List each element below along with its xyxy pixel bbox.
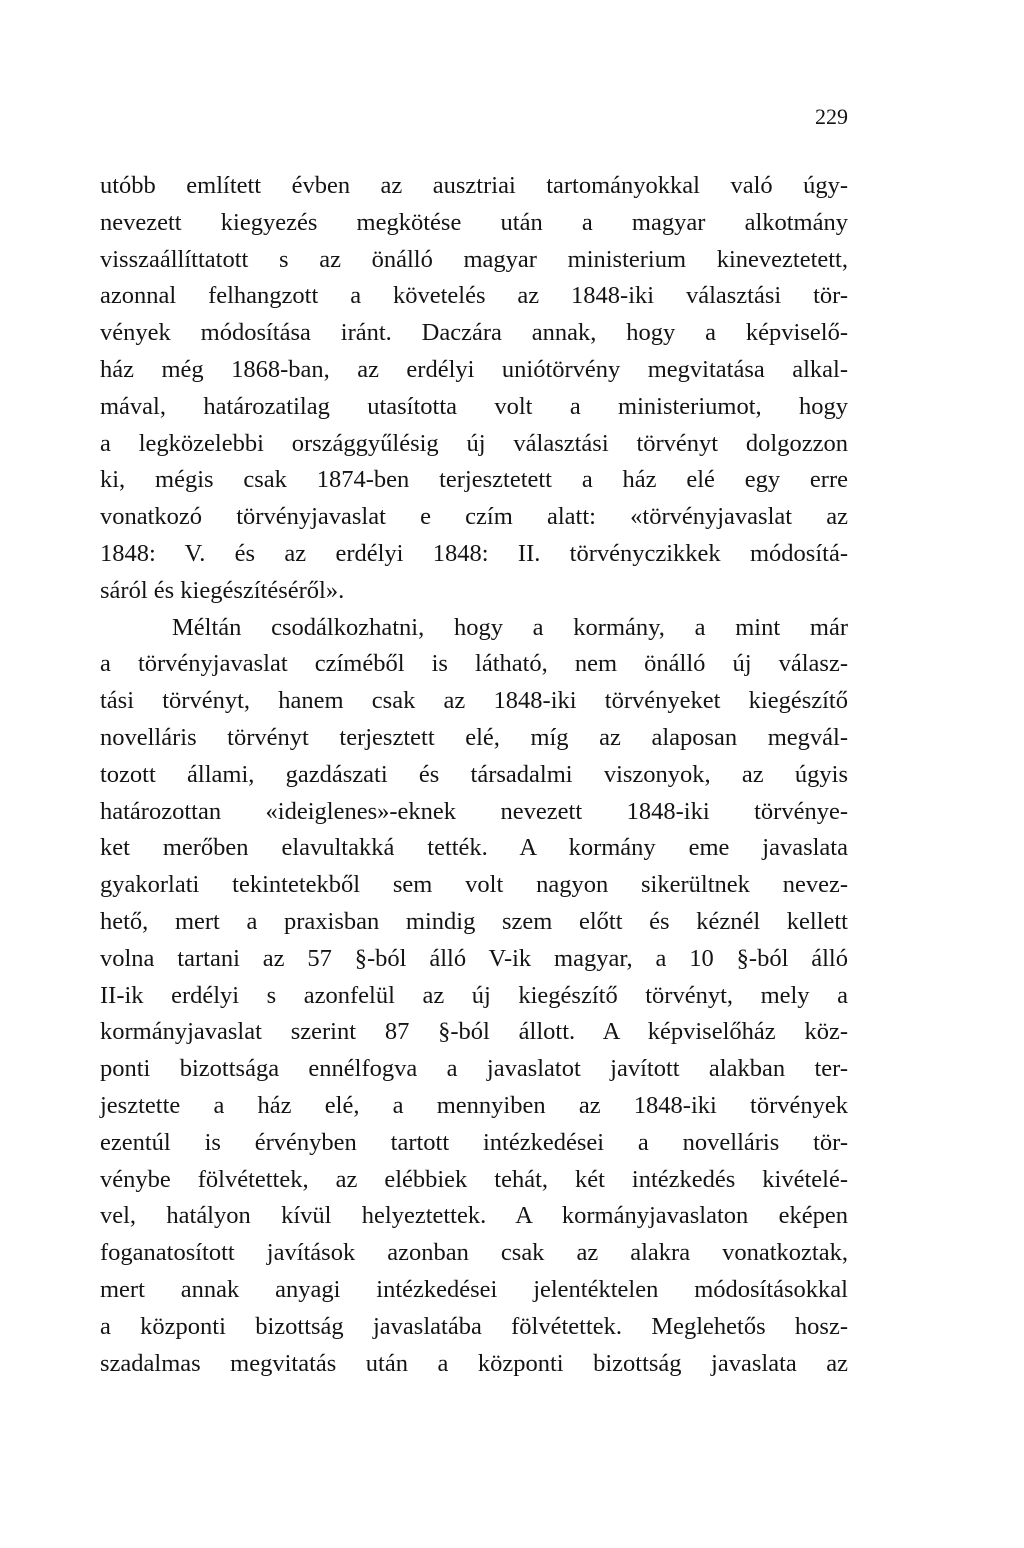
text-line: tási törvényt, hanem csak az 1848-iki törvényeket kiegészítő: [100, 687, 848, 715]
text-line: ezentúl is érvényben tartott intézkedései a novelláris tör-: [100, 1128, 848, 1156]
text-line: határozottan «ideiglenes»-eknek nevezett 1848-iki törvénye-: [100, 797, 848, 825]
text-line: jesztette a ház elé, a mennyiben az 1848-iki törvények: [100, 1091, 848, 1119]
text-line: tozott állami, gazdászati és társadalmi viszonyok, az úgyis: [100, 760, 848, 788]
text-line: vonatkozó törvényjavaslat e czím alatt: «törvényjavaslat az: [100, 503, 848, 531]
text-line: mával, határozatilag utasította volt a ministeriumot, hogy: [100, 392, 848, 420]
text-line: nevezett kiegyezés megkötése után a magyar alkotmány: [100, 208, 848, 236]
text-line: II-ik erdélyi s azonfelül az új kiegészítő törvényt, mely a: [100, 981, 848, 1009]
text-line: a központi bizottság javaslatába fölvétettek. Meglehetős hosz-: [100, 1312, 848, 1340]
text-line: hető, mert a praxisban mindig szem előtt és kéznél kellett: [100, 907, 848, 935]
text-line: azonnal felhangzott a követelés az 1848-iki választási tör-: [100, 282, 848, 310]
text-line: 1848: V. és az erdélyi 1848: II. törvényczikkek módosítá-: [100, 539, 848, 567]
text-line: ponti bizottsága ennélfogva a javaslatot javított alakban ter-: [100, 1055, 848, 1083]
text-line: vénybe fölvétettek, az elébbiek tehát, két intézkedés kivételé-: [100, 1165, 848, 1193]
text-line: ket merőben elavultakká tették. A kormány eme javaslata: [100, 834, 848, 862]
text-line: Méltán csodálkozhatni, hogy a kormány, a mint már: [172, 613, 848, 641]
text-line: a legközelebbi országgyűlésig új választási törvényt dolgozzon: [100, 429, 848, 457]
text-line: sáról és kiegészítéséről».: [100, 576, 345, 604]
text-line: ki, mégis csak 1874-ben terjesztetett a ház elé egy erre: [100, 466, 848, 494]
text-line: utóbb említett évben az ausztriai tartományokkal való úgy-: [100, 172, 848, 199]
text-line: kormányjavaslat szerint 87 §-ból állott. A képviselőház köz-: [100, 1018, 848, 1046]
text-line: vel, hatályon kívül helyeztettek. A kormányjavaslaton eképen: [100, 1202, 848, 1230]
text-line: volna tartani az 57 §-ból álló V-ik magyar, a 10 §-ból álló: [100, 944, 848, 972]
text-line: a törvényjavaslat czíméből is látható, nem önálló új válasz-: [100, 650, 848, 678]
text-line: vények módosítása iránt. Daczára annak, hogy a képviselő-: [100, 319, 848, 347]
text-line: gyakorlati tekintetekből sem volt nagyon sikerültnek nevez-: [100, 871, 848, 899]
text-line: ház még 1868-ban, az erdélyi uniótörvény megvitatása alkal-: [100, 355, 848, 383]
body-text: [100, 168, 848, 1382]
paragraph-2: [100, 610, 848, 1383]
text-line: szadalmas megvitatás után a központi bizottság javaslata az: [100, 1349, 848, 1377]
text-line: visszaállíttatott s az önálló magyar ministerium kineveztetett,: [100, 245, 848, 273]
page-number: 229: [815, 104, 848, 129]
text-line: mert annak anyagi intézkedései jelentéktelen módosításokkal: [100, 1275, 848, 1303]
text-line: novelláris törvényt terjesztett elé, míg az alaposan megvál-: [100, 723, 848, 751]
paragraph-1: [100, 168, 848, 610]
text-line: foganatosított javítások azonban csak az alakra vonatkoztak,: [100, 1239, 848, 1267]
